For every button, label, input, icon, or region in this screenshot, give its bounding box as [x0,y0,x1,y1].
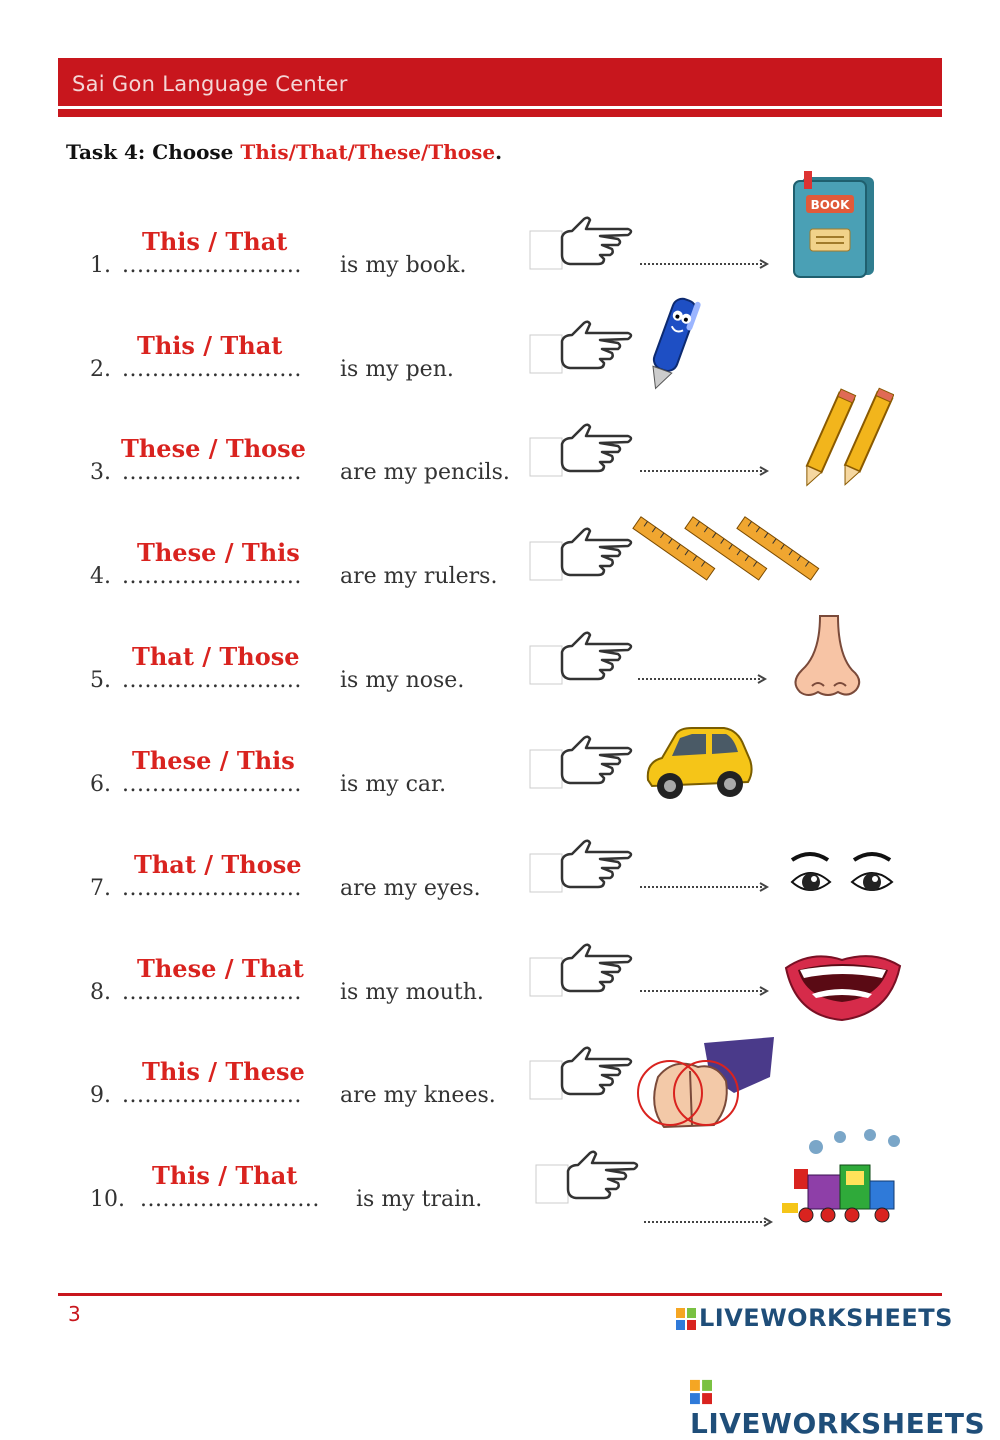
item-number: 3. [90,460,111,485]
train-icon [782,1129,914,1229]
pointing-hand-icon [528,524,638,584]
answer-blank: ........................ [122,876,302,901]
page-number: 3 [68,1302,81,1326]
item-number: 10. [90,1187,125,1212]
footer-divider [58,1293,942,1296]
task-instruction [66,140,502,164]
item-number: 8. [90,980,111,1005]
pointing-hand-icon [528,213,638,273]
liveworksheets-watermark-bottom [690,1374,1000,1440]
answer-choice[interactable]: These / This [137,538,300,567]
sentence-text: is my book. [340,253,467,278]
pointing-hand-icon [528,940,638,1000]
dotted-arrow-icon [638,257,770,271]
eyes-icon [788,850,898,904]
pencils-icon [798,386,894,492]
rulers-icon [628,508,820,588]
sentence-text: are my eyes. [340,876,481,901]
item-number: 9. [90,1083,111,1108]
brand-name: LIVEWORKSHEETS [690,1407,986,1440]
dotted-arrow-icon [638,464,770,478]
book-icon [788,171,880,279]
sentence-text: is my car. [340,772,447,797]
pointing-hand-icon [528,836,638,896]
svg-text:BOOK: BOOK [810,198,850,212]
nose-icon [790,614,866,700]
answer-choice[interactable]: These / Those [121,434,306,463]
liveworksheets-logo-icon [676,1308,696,1330]
answer-choice[interactable]: These / That [137,954,304,983]
sentence-text: is my pen. [340,357,454,382]
item-number: 5. [90,668,111,693]
answer-choice[interactable]: This / That [142,227,288,256]
pen-icon [640,291,702,395]
task-end: . [495,140,503,164]
brand-name: LIVEWORKSHEETS [699,1304,953,1332]
car-icon [642,722,756,806]
task-choices: This/That/These/Those [240,140,496,164]
header-divider [58,109,942,117]
item-number: 2. [90,357,111,382]
sentence-text: is my mouth. [340,980,484,1005]
dotted-arrow-icon [638,880,770,894]
mouth-icon [782,950,904,1024]
answer-choice[interactable]: That / Those [134,850,302,879]
sentence-text: are my knees. [340,1083,496,1108]
answer-choice[interactable]: These / This [132,746,295,775]
answer-blank: ........................ [122,772,302,797]
item-number: 4. [90,564,111,589]
answer-choice[interactable]: This / These [142,1057,305,1086]
pointing-hand-icon [528,628,638,688]
answer-blank: ........................ [122,980,302,1005]
item-number: 7. [90,876,111,901]
sentence-text: is my nose. [340,668,465,693]
item-number: 1. [90,253,111,278]
liveworksheets-watermark [676,1304,953,1332]
pointing-hand-icon [528,317,638,377]
pointing-hand-icon [528,1043,638,1103]
pointing-hand-icon [528,420,638,480]
sentence-text: are my rulers. [340,564,498,589]
liveworksheets-logo-icon [690,1379,712,1405]
answer-choice[interactable]: That / Those [132,642,300,671]
knees-icon [634,1037,780,1141]
header-title: Sai Gon Language Center [72,72,348,96]
dotted-arrow-icon [642,1215,774,1229]
answer-choice[interactable]: This / That [152,1161,298,1190]
answer-blank: ........................ [122,564,302,589]
answer-blank: ........................ [122,1083,302,1108]
answer-blank: ........................ [122,253,302,278]
dotted-arrow-icon [638,984,770,998]
answer-blank: ........................ [122,357,302,382]
answer-blank: ........................ [122,668,302,693]
answer-choice[interactable]: This / That [137,331,283,360]
sentence-text: are my pencils. [340,460,510,485]
dotted-arrow-icon [636,672,768,686]
item-number: 6. [90,772,111,797]
pointing-hand-icon [528,732,638,792]
task-label: Task 4: Choose [66,140,241,164]
answer-blank: ........................ [122,460,302,485]
pointing-hand-icon [534,1147,644,1207]
exercise-item-10 [0,1161,1000,1287]
answer-blank: ........................ [140,1187,320,1212]
sentence-text: is my train. [356,1187,483,1212]
